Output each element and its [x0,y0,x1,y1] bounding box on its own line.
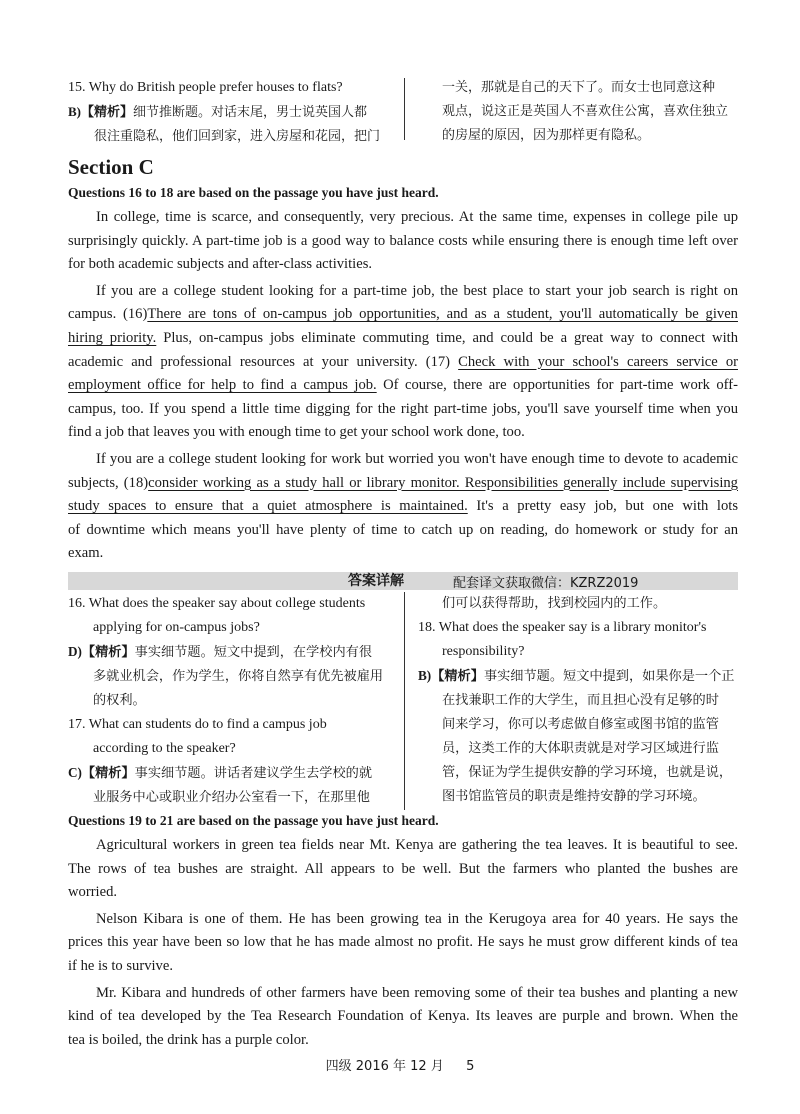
answer-letter: C) [68,765,82,780]
continued-line-2: 观点，说这正是英国人不喜欢住公寓，喜欢住独立 [442,104,729,119]
p2-line: Agricultural workers in green tea fields near Mt. Kenya are gathering the tea leaves. It is beautiful to see. [96,837,738,853]
underlined-answer-17: Check with your school's careers service or [458,353,738,370]
q18-explanation-5: 管，保证为学生提供安静的学习环境，也就是说， [442,765,733,780]
p1-line [68,303,738,327]
passage-1-heading: Questions 16 to 18 are based on the passage you have just heard. [68,185,439,200]
question-16-cont: applying for on-campus jobs? [93,620,260,635]
p1-line: If you are a college student looking for a part-time job, the best place to start your job search is right on [96,282,738,299]
column-divider [404,592,405,810]
p2-line: The rows of tea bushes are straight. All appears to be well. But the farmers who planted the bushes are [68,860,738,877]
p1-line [68,351,738,375]
q15-continued [442,76,742,148]
p2-line: if he is to survive. [68,957,173,974]
answer-letter: B) [418,668,432,683]
p2-line: Mr. Kibara and hundreds of other farmers have been removing some of their tea bushes and planting a new [96,984,738,1001]
section-title: Section C [68,155,154,179]
underlined-answer-18-end: study spaces to ensure that a quiet atmosphere is maintained. [68,498,468,515]
q18-explanation [418,664,743,689]
answer-marker-18: subjects, (18) [68,474,149,491]
p1-line: In college, time is scarce, and consequently, very precious. At the same time, expenses in college pile up [96,209,738,225]
p2-line: worried. [68,884,118,901]
underlined-answer-16: There are tons of on-campus job opportunities, and as a student, you'll automatically be given [147,306,738,323]
answer-letter: D) [68,644,82,659]
explanation-text: 细节推断题。对话末尾，男士说英国人都 [133,105,368,120]
page-footer [0,1055,800,1074]
answer-marker-17: academic and professional resources at your university. (17) [68,353,451,370]
continued-line-1: 一关，那就是自己的天下了。而女士也同意这种 [442,80,716,95]
q17-explanation-2: 业服务中心或职业介绍办公室看一下，在那里他 [93,790,370,805]
q18-explanation-6: 图书馆监管员的职责是维持安静的学习环境。 [442,789,706,804]
p1-text: It's a pretty easy job, but one with lots [467,498,738,515]
answer-letter: B) [68,104,81,119]
page-number: 5 [466,1059,475,1074]
p1-line: of downtime which means you'll have plenty of time to catch up on reading, do homework or study for an [68,521,738,538]
analysis-tag: 【精析】 [81,645,135,660]
question-18-cont: responsibility? [442,644,525,659]
p2-line: tea is boiled, the drink has a purple color. [68,1031,309,1048]
question-17: 17. What can students do to find a campus job [68,717,327,732]
p1-line [68,495,738,519]
q16-explanation-3: 的权利。 [93,693,146,708]
underlined-answer-17-end: employment office for help to find a campus job. [68,377,377,394]
explanation-text: 事实细节题。短文中提到，如果你是一个正 [483,669,735,684]
analysis-tag: 【精析】 [81,766,135,781]
p1-line: find a job that leaves you with enough time to get your school work done, too. [68,424,525,441]
underlined-answer-18: consider working as a study hall or library monitor. Responsibilities generally include supervising [148,474,738,491]
p2-line: kind of tea developed by the Tea Research Foundation of Kenya. Its leaves are purple and brown. When the [68,1008,738,1025]
analysis-tag: 【精析】 [81,105,134,120]
q16-explanation-2: 多就业机会，作为学生，你将自然享有优先被雇用 [93,669,384,684]
p1-line [68,374,738,398]
q15-block [68,76,398,149]
answer-marker-16: campus. (16) [68,306,148,323]
p1-line [68,472,738,496]
q15-explanation-line-2: 很注重隐私，他们回到家，进入房屋和花园，把门 [94,129,381,144]
question-16: 16. What does the speaker say about college students [68,596,366,611]
p1-line: campus, too. If you spend a little time digging for the right part-time jobs, you'll save yourself time when you [68,400,738,417]
question-15: 15. Why do British people prefer houses to flats? [68,80,343,95]
q17-explanation-3: 们可以获得帮助，找到校园内的工作。 [442,596,667,611]
explanation-text: 事实细节题。讲话者建议学生去学校的就 [134,766,373,781]
p1-text: Plus, on-campus jobs eliminate commuting time, and could be a great way to connect with [156,329,738,346]
q15-explanation-line-1 [68,100,398,125]
p2-line: Nelson Kibara is one of them. He has been growing tea in the Kerugoya area for 40 years. He says the [96,910,738,927]
passage-2-heading: Questions 19 to 21 are based on the passage you have just heard. [68,813,439,828]
p1-line: surprisingly quickly. A part-time job is a good way to balance costs while ensuring there is enough time left over [68,232,738,249]
underlined-answer-16-end: hiring priority. [68,329,157,346]
q17-explanation [68,761,398,786]
p1-line: If you are a college student looking for work but worried you won't have enough time to devote to academic [96,450,738,467]
p1-text: Of course, there are opportunities for part-time work off- [376,377,738,394]
passage-2 [68,834,738,1052]
q18-explanation-2: 在找兼职工作的大学生，而且担心没有足够的时 [442,693,719,708]
question-17-cont: according to the speaker? [93,741,236,756]
q18-explanation-3: 间来学习，你可以考虑做自修室或图书馆的监管 [442,717,719,732]
explanation-text: 事实细节题。短文中提到，在学校内有很 [134,645,373,660]
question-18: 18. What does the speaker say is a library monitor's [418,620,707,635]
footer-exam-label: 四级 2016 年 12 月 [325,1059,444,1074]
column-divider [404,78,405,140]
p1-line [68,327,738,351]
answer-banner-title: 答案详解 [348,573,404,589]
analysis-tag: 【精析】 [431,669,484,684]
q16-explanation [68,640,398,665]
q18-explanation-4: 员，这类工作的大体职责就是对学习区域进行监 [442,741,719,756]
answers-right-column [418,592,743,809]
passage-1 [68,206,738,566]
p1-line: for both academic subjects and after-class activities. [68,256,373,273]
wechat-note: 配套译文获取微信：KZRZ2019 [453,576,639,591]
p2-line: prices this year have been so low that he has made almost no profit. He says he must grow different kinds of tea [68,934,738,951]
answers-left-column [68,592,398,810]
continued-line-3: 的房屋的原因，因为那样更有隐私。 [442,128,651,143]
p1-line: exam. [68,545,104,562]
